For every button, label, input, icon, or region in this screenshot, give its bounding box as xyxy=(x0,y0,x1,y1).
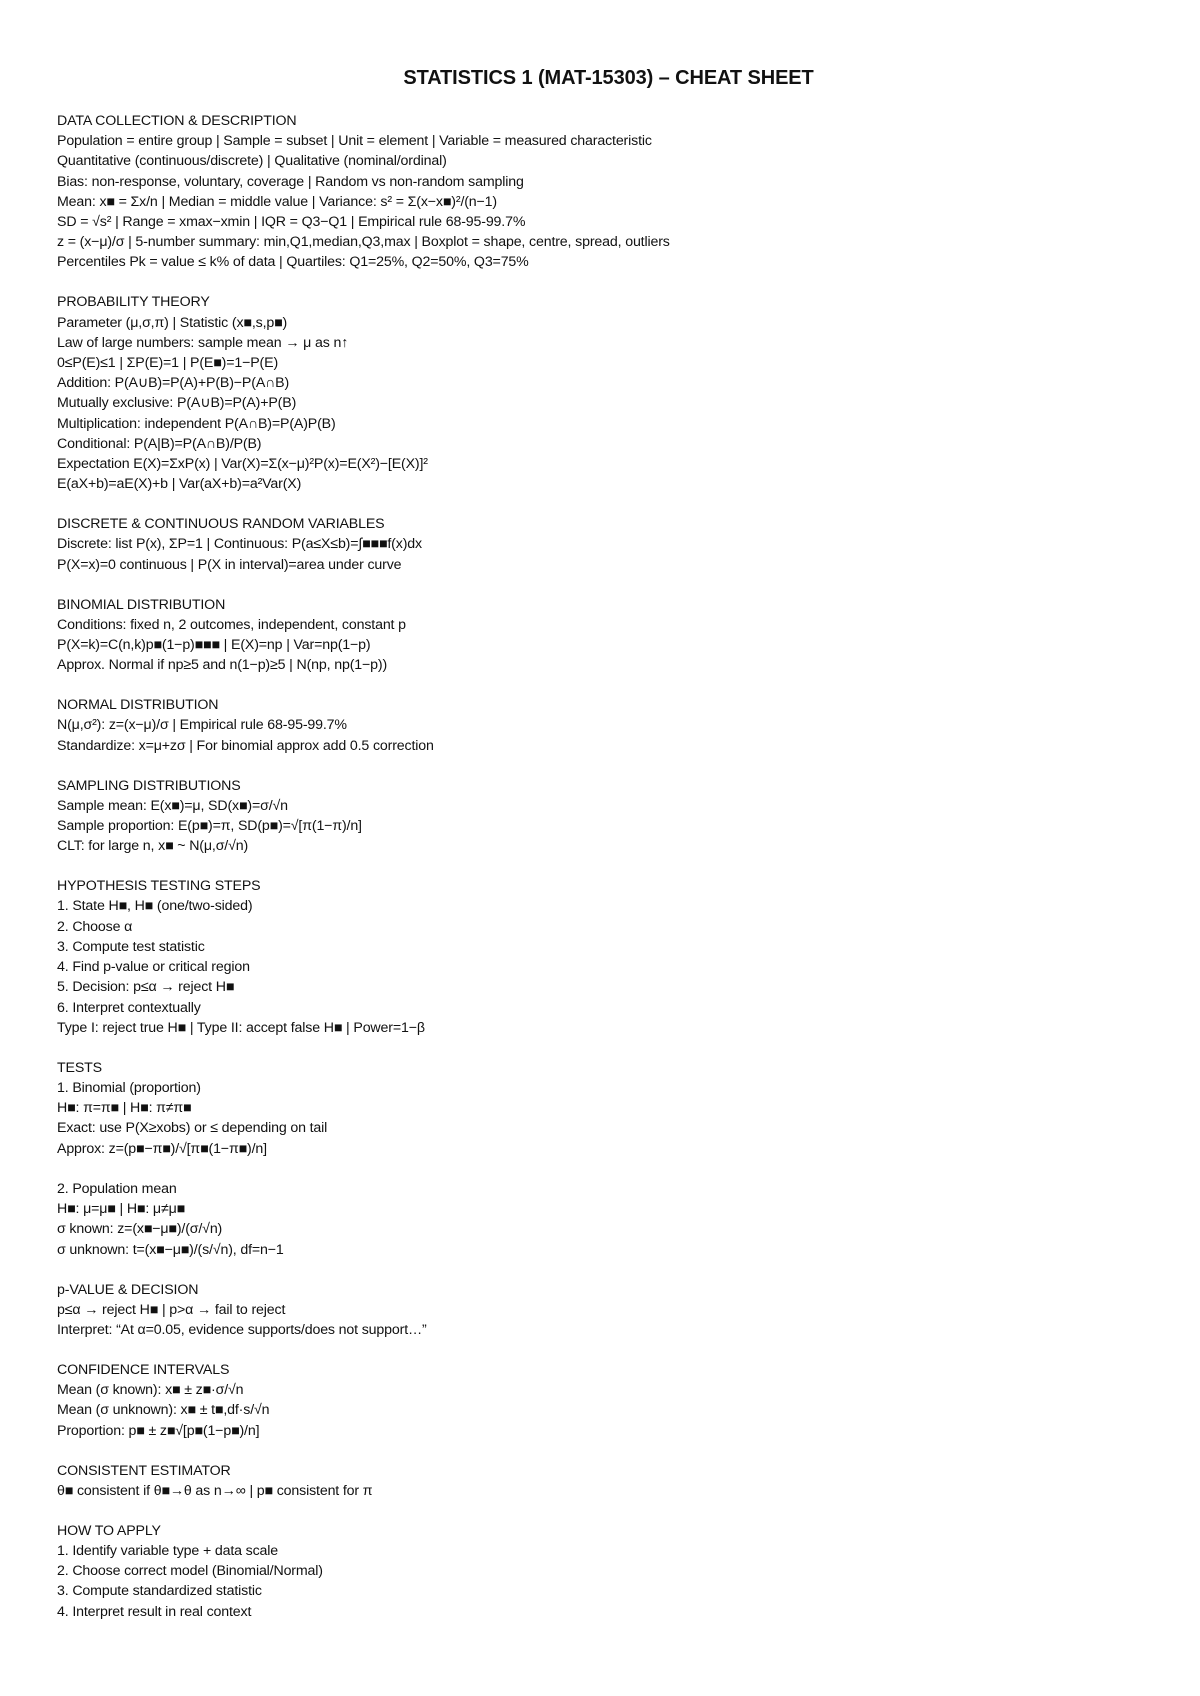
text-line: Mean (σ unknown): x■ ± t■,df·s/√n xyxy=(57,1402,270,1419)
text-line: Approx: z=(p■−π■)/√[π■(1−π■)/n] xyxy=(57,1140,267,1157)
text-line: Addition: P(A∪B)=P(A)+P(B)−P(A∩B) xyxy=(57,375,290,392)
text-line: Mutually exclusive: P(A∪B)=P(A)+P(B) xyxy=(57,395,297,412)
text-line: 4. Interpret result in real context xyxy=(57,1603,252,1620)
section xyxy=(57,1058,1160,1260)
section xyxy=(57,292,1160,494)
text-line: Exact: use P(X≥xobs) or ≤ depending on tail xyxy=(57,1120,328,1137)
text-line: Discrete: list P(x), ΣP=1 | Continuous: P(a≤X≤b)=∫■■■f(x)dx xyxy=(57,536,422,553)
section xyxy=(57,111,1160,273)
text-line: σ known: z=(x■−μ■)/(σ/√n) xyxy=(57,1221,223,1238)
text-line: 1. Identify variable type + data scale xyxy=(57,1542,279,1559)
section-heading: CONFIDENCE INTERVALS xyxy=(57,1361,230,1378)
section-heading: p-VALUE & DECISION xyxy=(57,1281,199,1298)
text-line: σ unknown: t=(x■−μ■)/(s/√n), df=n−1 xyxy=(57,1241,284,1258)
section xyxy=(57,514,1160,575)
text-line: Mean (σ known): x■ ± z■·σ/√n xyxy=(57,1382,244,1399)
text-line: 6. Interpret contextually xyxy=(57,999,201,1016)
text-line: Sample mean: E(x■)=μ, SD(x■)=σ/√n xyxy=(57,797,288,814)
text-line: H■: π=π■ | H■: π≠π■ xyxy=(57,1100,192,1117)
section xyxy=(57,1280,1160,1341)
text-line: 3. Compute standardized statistic xyxy=(57,1583,262,1600)
text-line: 0≤P(E)≤1 | ΣP(E)=1 | P(E■)=1−P(E) xyxy=(57,355,279,372)
section xyxy=(57,695,1160,756)
section-heading: CONSISTENT ESTIMATOR xyxy=(57,1462,231,1479)
section-heading: SAMPLING DISTRIBUTIONS xyxy=(57,777,241,794)
page-title: STATISTICS 1 (MAT-15303) – CHEAT SHEET xyxy=(403,67,814,89)
text-line: z = (x−μ)/σ | 5-number summary: min,Q1,median,Q3,max | Boxplot = shape, centre, spread, outliers xyxy=(57,234,670,251)
text-line: Parameter (μ,σ,π) | Statistic (x■,s,p■) xyxy=(57,314,288,331)
text-line: Expectation E(X)=ΣxP(x) | Var(X)=Σ(x−μ)²P(x)=E(X²)−[E(X)]² xyxy=(57,456,428,473)
section-heading: PROBABILITY THEORY xyxy=(57,294,210,311)
text-line: p≤α → reject H■ | p>α → fail to reject xyxy=(57,1301,286,1318)
text-line: Percentiles Pk = value ≤ k% of data | Quartiles: Q1=25%, Q2=50%, Q3=75% xyxy=(57,254,529,271)
section xyxy=(57,876,1160,1038)
text-line: 1. State H■, H■ (one/two-sided) xyxy=(57,898,253,915)
text-line: 1. Binomial (proportion) xyxy=(57,1079,201,1096)
text-line: 3. Compute test statistic xyxy=(57,938,205,955)
text-line: Proportion: p■ ± z■√[p■(1−p■)/n] xyxy=(57,1422,260,1439)
text-line: Multiplication: independent P(A∩B)=P(A)P(B) xyxy=(57,415,336,432)
text-line: N(μ,σ²): z=(x−μ)/σ | Empirical rule 68-95-99.7% xyxy=(57,717,347,734)
text-line: Mean: x■ = Σx/n | Median = middle value | Variance: s² = Σ(x−x■)²/(n−1) xyxy=(57,193,497,210)
sections-container xyxy=(57,111,1160,1622)
section-heading: TESTS xyxy=(57,1059,102,1076)
section-heading: DISCRETE & CONTINUOUS RANDOM VARIABLES xyxy=(57,516,385,533)
section xyxy=(57,595,1160,676)
text-line: Population = entire group | Sample = subset | Unit = element | Variable = measured characteristic xyxy=(57,133,652,150)
text-line: Interpret: “At α=0.05, evidence supports/does not support…” xyxy=(57,1321,427,1338)
section-heading: DATA COLLECTION & DESCRIPTION xyxy=(57,113,297,129)
text-line: 2. Choose α xyxy=(57,918,133,935)
text-line: Standardize: x=μ+zσ | For binomial approx add 0.5 correction xyxy=(57,737,434,754)
text-line: Type I: reject true H■ | Type II: accept false H■ | Power=1−β xyxy=(57,1019,425,1036)
section-heading: NORMAL DISTRIBUTION xyxy=(57,697,219,714)
section xyxy=(57,776,1160,857)
text-line: 2. Choose correct model (Binomial/Normal) xyxy=(57,1563,323,1580)
text-line: P(X=k)=C(n,k)p■(1−p)■■■ | E(X)=np | Var=np(1−p) xyxy=(57,637,371,654)
text-line: θ■ consistent if θ■→θ as n→∞ | p■ consistent for π xyxy=(57,1482,373,1499)
text-line: Law of large numbers: sample mean → μ as n↑ xyxy=(57,334,349,351)
section xyxy=(57,1360,1160,1441)
text-line: Sample proportion: E(p■)=π, SD(p■)=√[π(1−π)/n] xyxy=(57,818,362,835)
section xyxy=(57,1461,1160,1501)
text-line: 5. Decision: p≤α → reject H■ xyxy=(57,979,235,996)
section-heading: HYPOTHESIS TESTING STEPS xyxy=(57,878,261,895)
text-line: CLT: for large n, x■ ~ N(μ,σ/√n) xyxy=(57,838,249,855)
section-heading: HOW TO APPLY xyxy=(57,1522,161,1539)
text-line: H■: μ=μ■ | H■: μ≠μ■ xyxy=(57,1201,186,1218)
blank-line xyxy=(57,1159,1160,1179)
text-line: Conditions: fixed n, 2 outcomes, independent, constant p xyxy=(57,616,406,633)
text-line: E(aX+b)=aE(X)+b | Var(aX+b)=a²Var(X) xyxy=(57,476,302,493)
text-line: Quantitative (continuous/discrete) | Qualitative (nominal/ordinal) xyxy=(57,153,447,170)
text-line: 4. Find p-value or critical region xyxy=(57,959,250,976)
text-line: Approx. Normal if np≥5 and n(1−p)≥5 | N(np, np(1−p)) xyxy=(57,657,388,674)
text-line: SD = √s² | Range = xmax−xmin | IQR = Q3−Q1 | Empirical rule 68-95-99.7% xyxy=(57,214,526,231)
section xyxy=(57,1521,1160,1622)
text-line: Bias: non-response, voluntary, coverage | Random vs non-random sampling xyxy=(57,173,524,190)
text-line: 2. Population mean xyxy=(57,1180,177,1197)
section-heading: BINOMIAL DISTRIBUTION xyxy=(57,596,226,613)
text-line: P(X=x)=0 continuous | P(X in interval)=area under curve xyxy=(57,556,402,573)
text-line: Conditional: P(A|B)=P(A∩B)/P(B) xyxy=(57,435,262,452)
